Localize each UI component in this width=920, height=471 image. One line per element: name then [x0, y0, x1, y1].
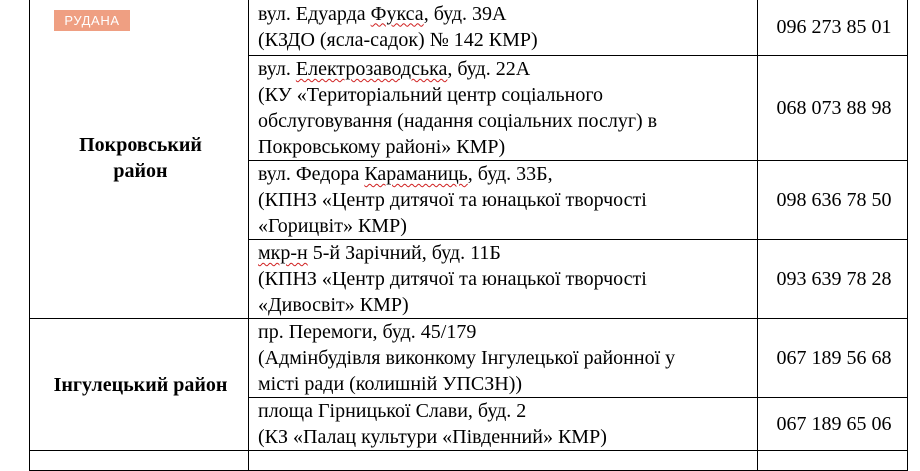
empty-cell	[30, 451, 249, 471]
spellcheck-word: Караманиць	[364, 163, 468, 185]
street-address: вул. Електрозаводська, буд. 22А	[258, 58, 531, 80]
phone-number: 098 636 78 50	[758, 161, 908, 240]
address-table	[29, 0, 908, 471]
empty-cell	[758, 451, 908, 471]
address-cell	[249, 240, 758, 319]
watermark-badge: РУДАНА	[54, 10, 130, 31]
address-cell	[249, 319, 758, 398]
organization-name: «Дивосвіт» КМР)	[258, 294, 409, 316]
address-cell	[249, 56, 758, 161]
organization-name: Покровському районі» КМР)	[258, 136, 506, 158]
district-name: Інгулецький район	[53, 373, 228, 396]
organization-name: «Горицвіт» КМР)	[258, 215, 407, 237]
phone-number: 093 639 78 28	[758, 240, 908, 319]
street-address: вул. Федора Караманиць, буд. 33Б,	[258, 163, 553, 185]
district-name: Покровський	[79, 134, 202, 156]
spellcheck-word: Фукса	[370, 2, 424, 25]
organization-name: (КПНЗ «Центр дитячої та юнацької творчості	[258, 268, 647, 290]
street-address: площа Гірницької Слави, буд. 2	[258, 400, 527, 422]
table-row	[30, 319, 908, 398]
phone-number: 068 073 88 98	[758, 56, 908, 161]
spellcheck-word: Електрозаводська	[295, 58, 448, 80]
address-cell	[249, 0, 758, 56]
empty-cell	[249, 451, 758, 471]
organization-name: (КЗ «Палац культури «Південний» КМР)	[258, 426, 607, 448]
organization-name: (КЗДО (ясла-садок) № 142 КМР)	[258, 28, 538, 51]
district-name-suffix: район	[113, 160, 168, 182]
phone-number: 096 273 85 01	[758, 0, 908, 56]
phone-number: 067 189 56 68	[758, 319, 908, 398]
table-row	[30, 0, 908, 56]
address-cell	[249, 161, 758, 240]
organization-name: (КУ «Територіальний центр соціального	[258, 84, 604, 106]
street-address: мкр-н 5-й Зарічний, буд. 11Б	[258, 242, 501, 264]
organization-name: місті ради (колишній УПСЗН))	[258, 373, 523, 395]
organization-name: (Адмінбудівля виконкому Інгулецької районної у	[258, 347, 676, 369]
organization-name: (КПНЗ «Центр дитячої та юнацької творчості	[258, 189, 647, 211]
district-cell	[30, 319, 249, 451]
street-address: пр. Перемоги, буд. 45/179	[258, 321, 477, 343]
phone-number: 067 189 65 06	[758, 398, 908, 451]
table-row	[30, 451, 908, 471]
district-cell	[30, 0, 249, 319]
spellcheck-word: мкр-н	[258, 242, 308, 264]
organization-name: обслуговування (надання соціальних послуг) в	[258, 110, 658, 132]
street-address: вул. Едуарда Фукса, буд. 39А	[258, 2, 507, 25]
